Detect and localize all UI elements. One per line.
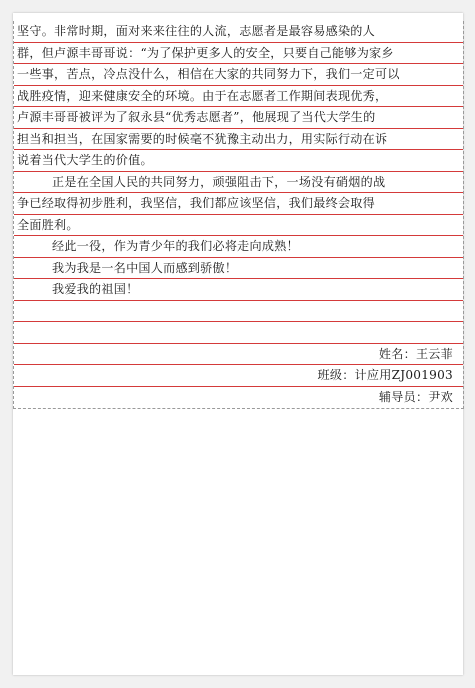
text-line: 担当和担当，在国家需要的时候毫不犹豫主动出力，用实际行动在诉 bbox=[14, 129, 463, 151]
text-line: 全面胜利。 bbox=[14, 215, 463, 237]
text-line: 我爱我的祖国！ bbox=[14, 279, 463, 301]
text-line: 正是在全国人民的共同努力，顽强阻击下，一场没有硝烟的战 bbox=[14, 172, 463, 194]
text-line: 争已经取得初步胜利，我坚信，我们都应该坚信，我们最终会取得 bbox=[14, 193, 463, 215]
signature-class: 班级：计应用ZJ001903 bbox=[14, 365, 463, 387]
text-line: 卢源丰哥哥被评为了叙永县“优秀志愿者”，他展现了当代大学生的 bbox=[14, 107, 463, 129]
text-line: 我为我是一名中国人而感到骄傲！ bbox=[14, 258, 463, 280]
text-line: 说着当代大学生的价值。 bbox=[14, 150, 463, 172]
text-line: 经此一役，作为青少年的我们必将走向成熟！ bbox=[14, 236, 463, 258]
signature-name: 姓名：王云菲 bbox=[14, 344, 463, 366]
blank-line bbox=[14, 301, 463, 323]
text-line: 坚守。非常时期，面对来来往往的人流，志愿者是最容易感染的人 bbox=[14, 21, 463, 43]
text-line: 群，但卢源丰哥哥说：“为了保护更多人的安全，只要自己能够为家乡 bbox=[14, 43, 463, 65]
document-page bbox=[13, 13, 463, 675]
signature-counselor: 辅导员：尹欢 bbox=[378, 389, 453, 404]
text-line: 战胜疫情，迎来健康安全的环境。由于在志愿者工作期间表现优秀， bbox=[14, 86, 463, 108]
text-line: 一些事，苦点，冷点没什么，相信在大家的共同努力下，我们一定可以 bbox=[14, 64, 463, 86]
lined-paper bbox=[13, 21, 464, 409]
blank-line bbox=[14, 322, 463, 344]
